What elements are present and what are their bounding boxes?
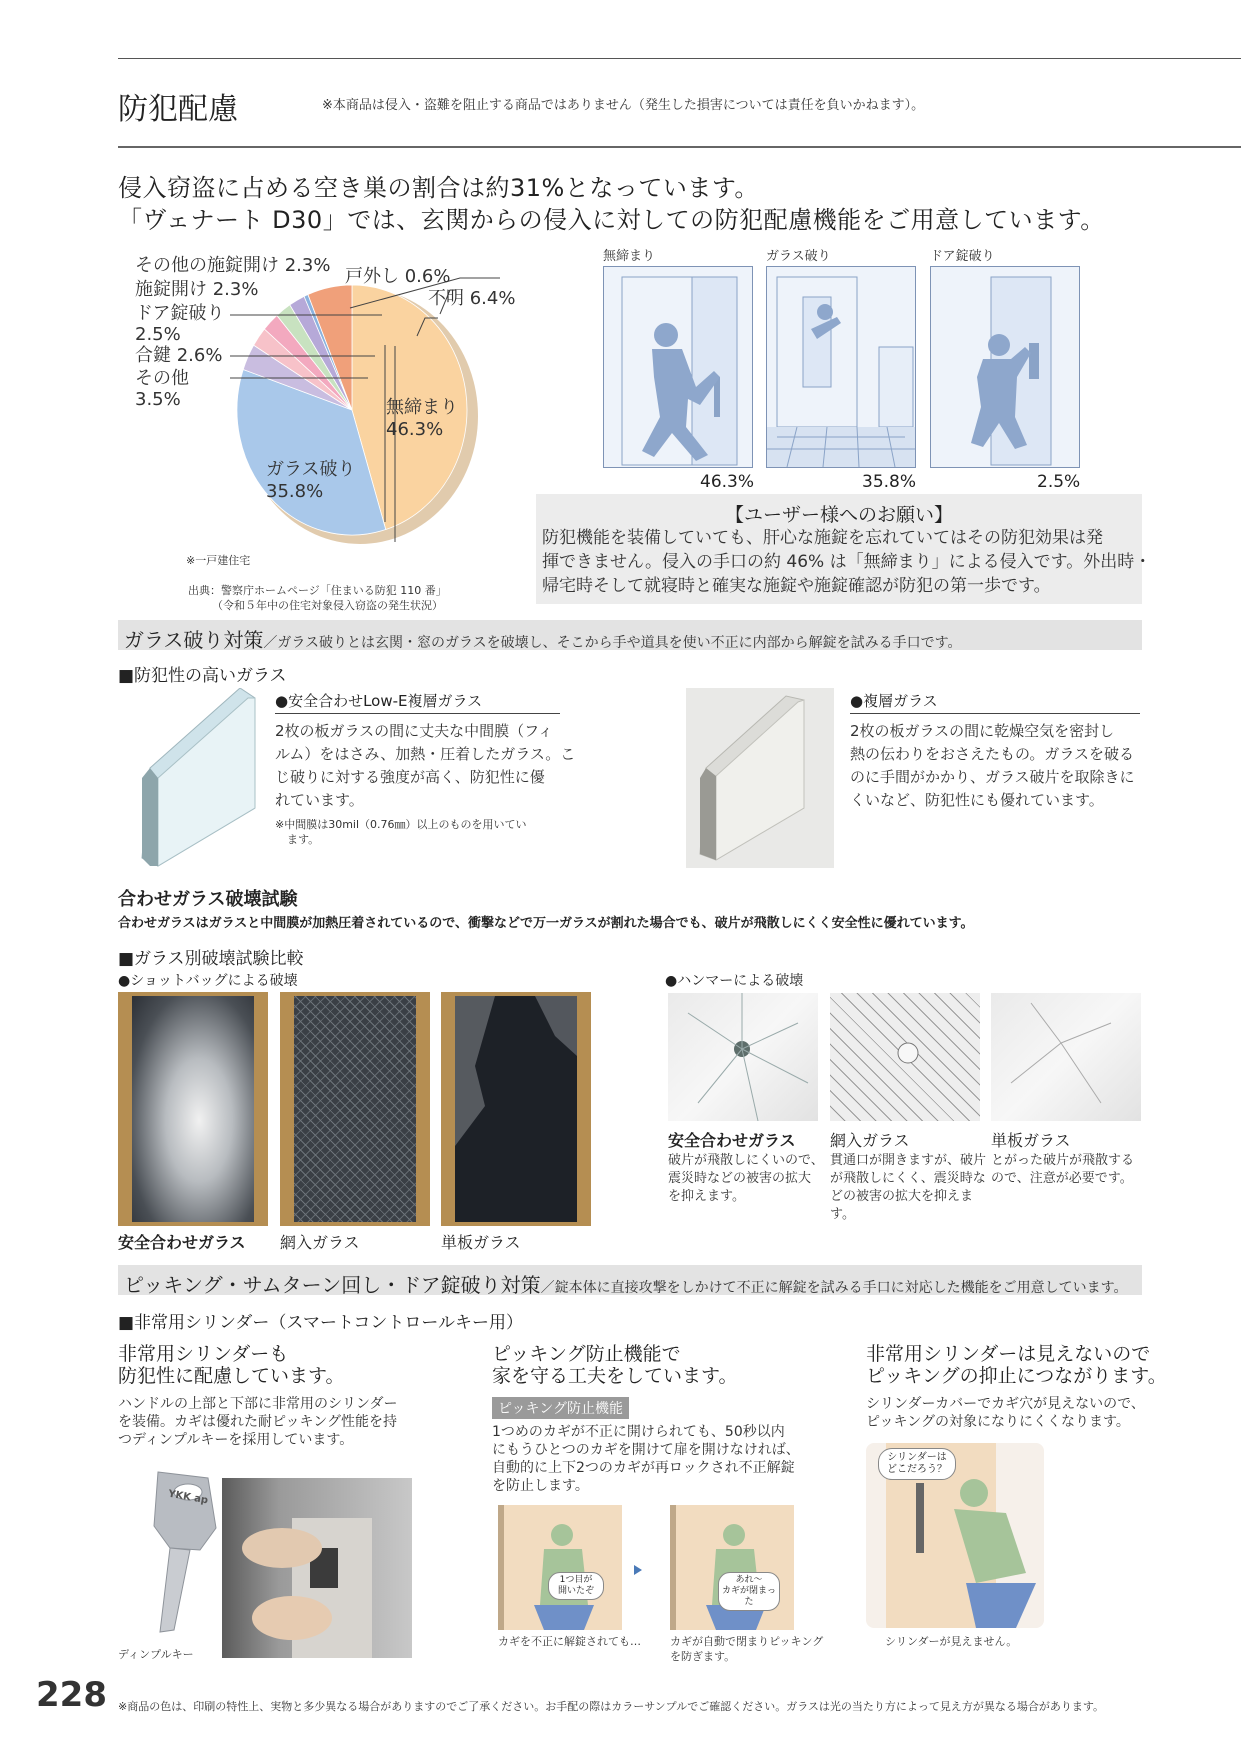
label-sonota-sejo: その他の施錠開け 2.3% xyxy=(135,255,331,276)
multi-glass-image xyxy=(686,688,834,868)
multi-line-3: のに手間がかかり、ガラス破片を取除きに xyxy=(850,768,1135,786)
multi-line-4: くいなど、防犯性にも優れています。 xyxy=(850,791,1104,809)
illustration-mujimari xyxy=(603,266,753,468)
method-label-2: ガラス破り xyxy=(766,249,831,264)
picking-caption-2a: カギが自動で閉まりピッキング xyxy=(670,1635,824,1648)
cyl1-head-1: 非常用シリンダーも xyxy=(118,1343,289,1365)
key-caption: ディンプルキー xyxy=(118,1648,194,1661)
high-glass-heading: ■防犯性の高いガラス xyxy=(118,666,287,686)
request-title: 【ユーザー様へのお願い】 xyxy=(724,504,953,526)
request-line-3: 帰宅時そして就寝時と確実な施錠や施錠確認が防犯の第一歩です。 xyxy=(542,576,1051,596)
hammer-name-2: 網入ガラス xyxy=(830,1131,910,1150)
cyl3-head-1: 非常用シリンダーは見えないので xyxy=(866,1343,1151,1365)
cyl2-body: 1つめのカギが不正に開けられても、50秒以内 にもうひとつのカギを開けて扉を開けなければ、 自動的に上下2つのカギが再ロックされ不正解錠 を防止します。 xyxy=(492,1424,800,1494)
label-sonota-pct: 3.5% xyxy=(135,389,181,410)
request-line-2: 揮できません。侵入の手口の約 46% は「無締まり」による侵入です。外出時・ xyxy=(542,552,1152,572)
label-tohazushi: 戸外し 0.6% xyxy=(345,266,451,287)
lead-line-2: 「ヴェナート D30」では、玄関からの侵入に対しての防犯配慮機能をご用意しています。 xyxy=(118,206,1105,234)
lowe-note-1: ※中間膜は30mil（0.76㎜）以上のものを用いてい xyxy=(275,818,527,831)
picking-caption-2b: を防ぎます。 xyxy=(670,1650,736,1663)
label-aikagi: 合鍵 2.6% xyxy=(135,345,223,366)
lowe-note-2: ます。 xyxy=(287,833,320,846)
hidden-caption: シリンダーが見えません。 xyxy=(885,1635,1018,1648)
picking-illustration-2 xyxy=(670,1505,794,1630)
label-glass: ガラス破り xyxy=(266,459,356,480)
key-brand: YKK ap xyxy=(167,1488,209,1507)
hammer-photo-single xyxy=(991,993,1141,1121)
lowe-line-4: れています。 xyxy=(275,791,364,809)
method-pct-3: 2.5% xyxy=(1037,472,1081,492)
method-pct-1: 46.3% xyxy=(700,472,755,492)
picking-tag: ピッキング防止機能 xyxy=(492,1397,629,1419)
cylinder-photo xyxy=(222,1478,412,1658)
multi-line-1: 2枚の板ガラスの間に乾燥空気を密封し xyxy=(850,722,1115,740)
disclaimer: ※本商品は侵入・盗難を阻止する商品ではありません（発生した損害については責任を負いかねます）。 xyxy=(322,98,925,113)
picking-caption-1: カギを不正に解錠されても… xyxy=(498,1635,641,1648)
shot-photo-single xyxy=(441,992,591,1226)
hammer-name-3: 単板ガラス xyxy=(991,1131,1071,1150)
top-rule xyxy=(118,58,1241,59)
bubble-3: シリンダーは どこだろう？ xyxy=(878,1448,956,1480)
cyl2-head-2: 家を守る工夫をしています。 xyxy=(492,1365,738,1387)
compare-heading: ■ガラス別破壊試験比較 xyxy=(118,949,304,969)
label-sonota: その他 xyxy=(135,368,189,389)
test-desc: 合わせガラスはガラスと中間膜が加熱圧着されているので、衝撃などで万一ガラスが割れた場合でも、破片が飛散しにくく安全性に優れています。 xyxy=(118,916,974,931)
shot-label: ●ショットバッグによる破壊 xyxy=(118,973,298,989)
method-label-3: ドア錠破り xyxy=(930,249,995,264)
label-mujimari-pct: 46.3% xyxy=(386,419,444,440)
page-number: 228 xyxy=(36,1675,107,1715)
header-rule xyxy=(118,146,1241,148)
label-door-pct: 2.5% xyxy=(135,324,181,345)
hammer-desc-3: とがった破片が飛散する ので、注意が必要です。 xyxy=(991,1153,1135,1186)
glass-band-sub: ／ガラス破りとは玄関・窓のガラスを破壊し、そこから手や道具を使い不正に内部から解錠を試みる手口です。 xyxy=(263,635,962,651)
label-door: ドア錠破り xyxy=(135,303,225,324)
shot-caption-1: 安全合わせガラス xyxy=(118,1233,246,1252)
chart-note: ※一戸建住宅 xyxy=(186,554,251,567)
method-pct-2: 35.8% xyxy=(862,472,917,492)
arrow-icon xyxy=(634,1565,642,1575)
page-title: 防犯配慮 xyxy=(118,92,238,127)
glass-band-title: ガラス破り対策 xyxy=(124,628,264,652)
lock-band-title: ピッキング・サムターン回し・ドア錠破り対策 xyxy=(124,1273,541,1297)
cyl1-head-2: 防犯性に配慮しています。 xyxy=(118,1365,345,1387)
lead-line-1: 侵入窃盗に占める空き巣の割合は約31%となっています。 xyxy=(118,174,759,202)
multi-line-2: 熱の伝わりをおさえたもの。ガラスを破る xyxy=(850,745,1134,763)
glass-band-text xyxy=(124,624,961,653)
cyl1-body: ハンドルの上部と下部に非常用のシリンダー を装備。カギは優れた耐ピッキング性能を持 つディンプルキーを採用しています。 xyxy=(118,1396,398,1448)
hammer-photo-wired xyxy=(830,993,980,1121)
cyl2-head-1: ピッキング防止機能で xyxy=(492,1343,681,1365)
multi-title: ●複層ガラス xyxy=(850,690,1140,714)
lowe-line-3: じ破りに対する強度が高く、防犯性に優 xyxy=(275,768,545,786)
label-sejo: 施錠開け 2.3% xyxy=(135,279,259,300)
shot-caption-3: 単板ガラス xyxy=(441,1233,521,1252)
method-label-1: 無締まり xyxy=(603,249,656,264)
shot-caption-2: 網入ガラス xyxy=(280,1233,360,1252)
bubble-1: 1つ目が 開いたぞ xyxy=(548,1572,604,1600)
cyl3-body: シリンダーカバーでカギ穴が見えないので、 ピッキングの対象になりにくくなります。 xyxy=(866,1396,1145,1430)
cyl3-head-2: ピッキングの抑止につながります。 xyxy=(866,1365,1167,1387)
illustration-glass xyxy=(766,266,916,468)
lock-band-sub: ／錠本体に直接攻撃をしかけて不正に解錠を試みる手口に対応した機能をご用意しています。 xyxy=(540,1280,1128,1296)
test-title: 合わせガラス破壊試験 xyxy=(118,889,298,910)
label-mujimari: 無締まり xyxy=(386,397,458,418)
bubble-2: あれ～ カギが閉まった xyxy=(718,1572,780,1611)
shot-photo-laminated xyxy=(118,992,268,1226)
lowe-line-2: ルム）をはさみ、加熱・圧着したガラス。こ xyxy=(275,745,576,763)
picking-illustration-1 xyxy=(498,1505,622,1630)
lowe-glass-image xyxy=(130,688,260,868)
label-fumei: 不明 6.4% xyxy=(428,288,516,309)
hammer-photo-laminated xyxy=(668,993,818,1121)
hammer-desc-2: 貫通口が開きますが、破片 が飛散しにくく、震災時な どの被害の拡大を抑えま す。 xyxy=(830,1153,987,1222)
illustration-door xyxy=(930,266,1080,468)
lowe-title: ●安全合わせLow-E複層ガラス xyxy=(275,690,560,714)
request-line-1: 防犯機能を装備していても、肝心な施錠を忘れていてはその防犯効果は発 xyxy=(542,528,1103,548)
hammer-name-1: 安全合わせガラス xyxy=(668,1131,796,1150)
hammer-label: ●ハンマーによる破壊 xyxy=(665,973,804,989)
hammer-desc-1: 破片が飛散しにくいので、 震災時などの被害の拡大 を抑えます。 xyxy=(668,1153,824,1204)
label-glass-pct: 35.8% xyxy=(266,481,324,502)
lock-band-text xyxy=(124,1269,1128,1298)
chart-source-1: 出典：警察庁ホームページ「住まいる防犯 110 番」 xyxy=(188,584,447,597)
shot-photo-wired xyxy=(280,992,430,1226)
chart-source-2: （令和５年中の住宅対象侵入窃盗の発生状況） xyxy=(212,599,443,612)
lowe-line-1: 2枚の板ガラスの間に丈夫な中間膜（フィ xyxy=(275,722,553,740)
cylinder-heading: ■非常用シリンダー（スマートコントロールキー用） xyxy=(118,1313,524,1333)
footer-note: ※商品の色は、印刷の特性上、実物と多少異なる場合がありますのでご了承ください。お手配の際はカラーサンプルでご確認ください。ガラスは光の当たり方によって見え方が異なる場合があります。 xyxy=(118,1700,1105,1713)
